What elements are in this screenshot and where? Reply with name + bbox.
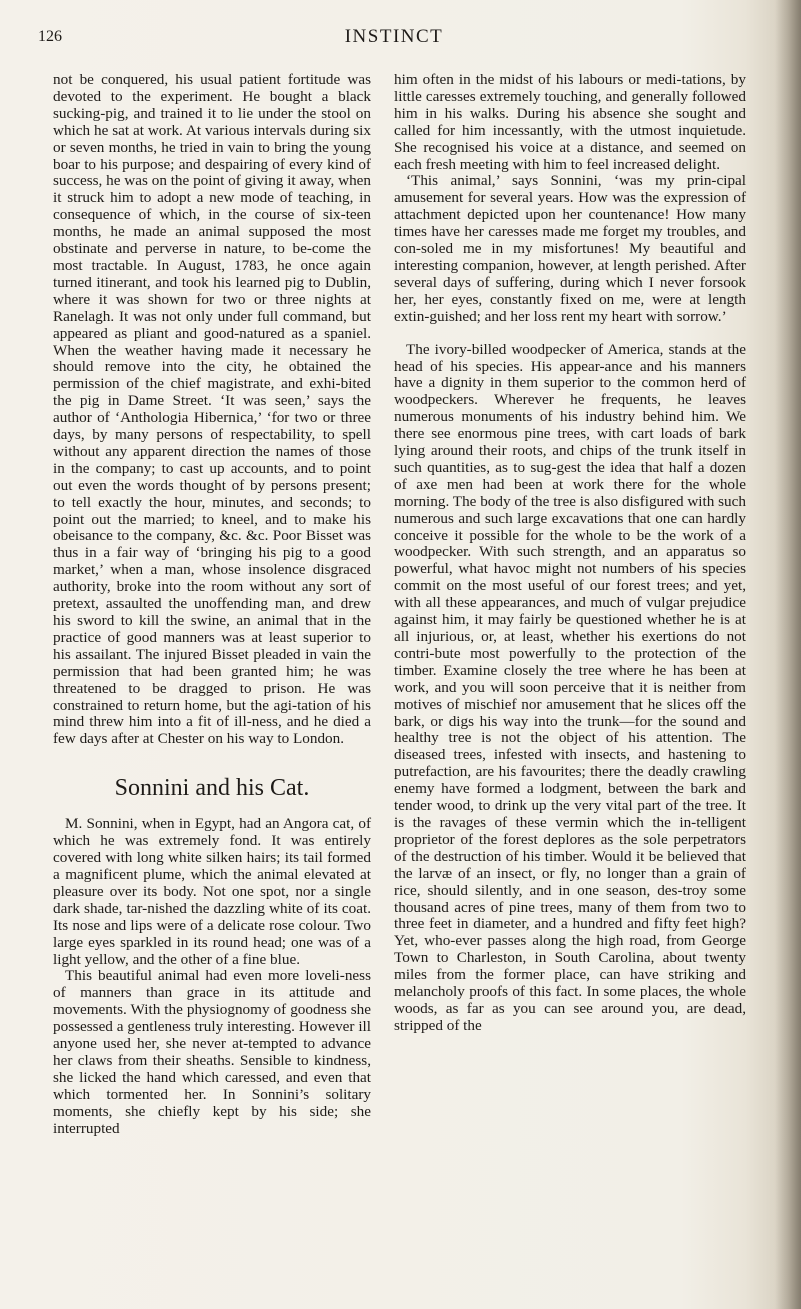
right-column — [394, 72, 746, 1035]
paragraph-sonnini-quote: ‘This animal,’ says Sonnini, ‘was my prin-cipal amusement for several years. How was the expression of attachment depicted upon her countenance! How many times have her caresses made me forget my troubles, and con-soled me in my misfortunes! My beautiful and interesting companion, however, at length perished. After several days of suffering, during which I never forsook her, her eyes, constantly fixed on me, were at length extin-guished; and her loss rent my heart with sorrow.’ — [394, 172, 746, 325]
page-edge-shadow — [775, 0, 801, 1309]
running-head: INSTINCT — [344, 26, 444, 47]
paragraph-bisset-pig: not be conquered, his usual patient fortitude was devoted to the experiment. He bought a black sucking-pig, and trained it to lie under the stool on which he sat at work. At various intervals during six or seven months, he tried in vain to bring the young boar to his purpose; and despairing of every kind of success, he was on the point of giving it away, when it struck him to adopt a new mode of teaching, in consequence of which, in the course of six-teen months, he made an animal supposed the most obstinate and perverse in nature, to be-come the most tractable. In August, 1783, he once again turned itinerant, and took his learned pig to Dublin, where it was shown for two or three nights at Ranelagh. It was not only under full command, but appeared as pliant and good-natured as a spaniel. When the weather having made it necessary he should remove into the city, he obtained the permission of the chief magistrate, and exhi-bited the pig in Dame Street. ‘It was seen,’ says the author of ‘Anthologia Hibernica,’ ‘for two or three days, by many persons of respectability, to spell without any apparent direction the names of those in the company; to cast up accounts, and to point out even the words thought of by persons present; to tell exactly the hour, minutes, and seconds; to point out the married; to kneel, and to make his obeisance to the company, &c. &c. Poor Bisset was thus in a fair way of ‘bringing his pig to a good market,’ when a man, whose insolence disgraced authority, broke into the room without any sort of pretext, assaulted the unoffending man, and drew his sword to kill the swine, an animal that in the practice of good manners was at least superior to his assailant. The injured Bisset pleaded in vain the permission that had been granted him; he was threatened to be dragged to prison. He was constrained to return home, but the agi-tation of his mind threw him into a fit of ill-ness, and he died a few days after at Chester on his way to London. — [53, 71, 371, 748]
paragraph-woodpecker: The ivory-billed woodpecker of America, stands at the head of his species. His appear-ance and his manners have a dignity in them superior to the common herd of woodpeckers. Wherever he frequents, he leaves numerous monuments of his industry behind him. We there see enormous pine trees, with cart loads of bark lying around their roots, and chips of the trunk itself in such quantities, as to sug-gest the idea that half a dozen of axe men had been at work there for the whole morning. The body of the tree is also disfigured with such numerous and such large excavations that one can hardly conceive it possible for the whole to be the work of a woodpecker. With such strength, and an apparatus so powerful, what havoc might not numbers of his species commit on the most useful of our forest trees; and yet, with all these appearances, and much of vulgar prejudice against him, it may fairly be questioned whether he is at all injurious, or, at least, whether his exertions do not contri-bute most powerfully to the protection of the timber. Examine closely the tree where he has been at work, and you will soon perceive that it is neither from motives of mischief nor amusement that he slices off the bark, or digs his way into the trunk—for the sound and healthy tree is not the object of his attention. The diseased trees, infested with insects, and hastening to putrefaction, are his favourites; there the deadly crawling enemy have formed a lodgment, between the bark and tender wood, to drink up the very vital part of the tree. It is the ravages of these vermin which the in-telligent proprietor of the forest deplores as the sole perpetrators of the destruction of his timber. Would it be believed that the larvæ of an insect, or fly, no longer than a grain of rice, should silently, and in one season, des-troy some thousand acres of pine trees, many of them from two to three feet in diameter, and a hundred and fifty feet high? Yet, who-ever passes along the high road, from George Town to Charleston, in South Carolina, about twenty miles from the former place, can have striking and melancholy proofs of this fact. In some places, the whole woods, as far as you can see around you, are dead, stripped of the — [394, 340, 746, 1034]
page-header — [34, 26, 754, 56]
paragraph-gap — [394, 326, 746, 342]
page-number: 126 — [38, 28, 62, 45]
paragraph-sonnini-cat: M. Sonnini, when in Egypt, had an Angora cat, of which he was extremely fond. It was entirely covered with long white silken hairs; its tail formed a magnificent plume, which the animal elevated at pleasure over its body. Not one spot, nor a single dark shade, tar-nished the dazzling white of its coat. Its nose and lips were of a delicate rose colour. Two large eyes sparkled in its round head; one was of a light yellow, and the other of a fine blue. — [53, 815, 371, 968]
left-column — [53, 72, 371, 1137]
paragraph-cat-continued: him often in the midst of his labours or medi-tations, by little caresses extremely touching, and generally followed him in his walks. During his absence she sought and called for him incessantly, with the utmost inquietude. She recognised his voice at a distance, and seemed on each fresh meeting with him to feel increased delight. — [394, 71, 746, 173]
paragraph-cat-manners: This beautiful animal had even more loveli-ness of manners than grace in its attitude and movements. With the physiognomy of goodness she possessed a gentleness truly interesting. However ill anyone used her, she never at-tempted to advance her claws from their sheaths. Sensible to kindness, she licked the hand which caressed, and even that which tormented her. In Sonnini’s solitary moments, she chiefly kept by his side; she interrupted — [53, 967, 371, 1137]
section-title: Sonnini and his Cat. — [114, 775, 310, 802]
